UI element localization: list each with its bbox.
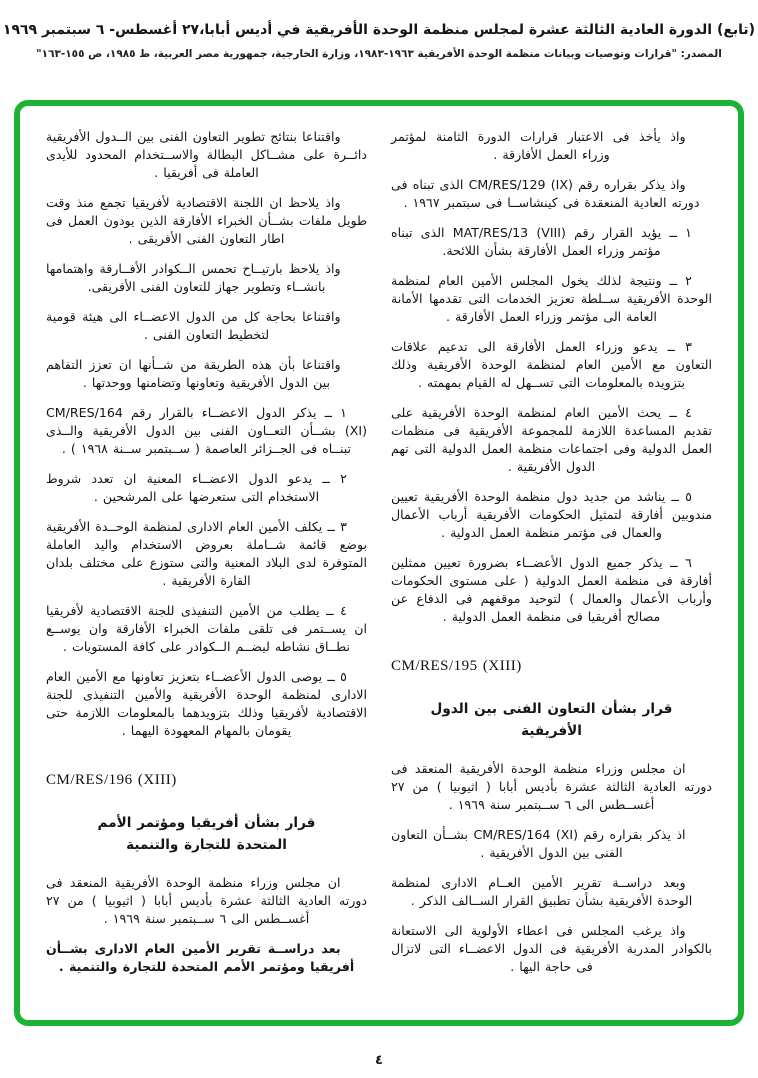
left-col-para-0: واقتناعا بنتائج تطوير التعاون الفنى بين الــدول الأفريقية دائــرة على مشــاكل البطالة والاســتخدام المحدود للأيدى العاملة فى أفريقيا . xyxy=(46,129,367,180)
left-col-item-9: ٥ ــ يوصى الدول الأعضــاء بتعزيز تعاونها مع الأمين العام الادارى لمنظمة الوحدة الأفريقية والأمين التنفيذى للجنة الاقتصادية لأفريقيا وذلك بتزويدهما بالمعلومات اللازمة حتى يقومان بالمهام المعهودة اليهما . xyxy=(46,669,367,738)
right-col-para-1: واذ يذكر بقراره رقم ‎CM/RES/129 (IX)‎ الذى تبناه فى دورته العادية المنعقدة فى كينشاســا فى سبتمبر ١٩٦٧ . xyxy=(391,177,700,210)
left-col-para_bold-13: بعد دراســة تقرير الأمين العام الادارى بشــأن أفريقيا ومؤتمر الأمم المتحدة للتجارة والتنمية . xyxy=(46,940,355,974)
left-col-para-3: واقتناعا بحاجة كل من الدول الاعضــاء الى هيئة قومية لتخطيط التعاون الفنى . xyxy=(46,309,341,342)
right-col-item-6: ٥ ــ يناشد من جديد دول منظمة الوحدة الأفريقية تعيين مندوبين أفارقة لتمثيل الحكومات الأفريقية أرباب الأعمال والعمال فى مؤتمر منظمة العمل الدولية . xyxy=(391,489,712,540)
right-col-para-11: اذ يذكر بقراره رقم ‎CM/RES/164 (XI)‎ بشــأن التعاون الفنى بين الدول الأفريقية . xyxy=(391,826,686,860)
column-right xyxy=(391,128,712,1010)
right-col-para-12: وبعد دراســة تقرير الأمين العــام الادارى لمنظمة الوحدة الأفريقية بشأن تطبيق القرار الســالف الذكر . xyxy=(391,874,693,908)
right-col-item-3: ٢ ــ ونتيجة لذلك يخول المجلس الأمين العام لمنظمة الوحدة الأفريقية ســلطة تعزيز الخدمات التى تقدمها الأمانة العامة الى مؤتمر وزراء العمل الأفارقة . xyxy=(391,273,712,324)
left-col-item-7: ٣ ــ يكلف الأمين العام الادارى لمنظمة الوحــدة الأفريقية بوضع قائمة شــاملة بعروض الاستخدام واليد العاملة المتوفرة لدى البلاد المعنية والتى ستوزع على مختلف بلدان القارة الأفريقية . xyxy=(46,519,367,588)
right-col-para-10: ان مجلس وزراء منظمة الوحدة الأفريقية المنعقد فى دورته العادية الثالثة عشرة بأديس أبابا ( اثيوبيا ) من ٢٧ أغســطس الى ٦ ســبتمبر سنة ١٩٦٩ . xyxy=(391,760,712,812)
left-col-item-5: ١ ــ يذكر الدول الاعضــاء بالقرار رقم ‎CM/RES/164 (XI)‎ بشــأن التعــاون الفنى بين الدول الأفريقية والــذى تبنــاه فى الجــزائر العاصمة ( ســبتمبر ســنة ١٩٦٨ ) . xyxy=(46,405,367,456)
right-col-para-0: واذ يأخذ فى الاعتبار قرارات الدورة الثامنة لمؤتمر وزراء العمل الأفارقة . xyxy=(391,129,686,162)
green-frame xyxy=(14,100,744,1026)
page-footer xyxy=(0,1053,758,1068)
session-title: (تابع) الدورة العادية الثالثة عشرة لمجلس منظمة الوحدة الأفريقية في أديس أبابا،٢٧ أغسطس- ٦ سبتمبر ١٩٦٩ xyxy=(2,22,756,38)
right-col-item-7: ٦ ــ يذكر جميع الدول الأعضــاء بضرورة تعيين ممثلين أفارقة فى منظمة العمل الدولية ( على مستوى الحكومات وأرباب الأعمال والعمال ) لتوحيد موقفهم فى الدفاع عن مصالح أفريقيا فى منظمة العمل الدولية . xyxy=(391,555,712,624)
right-col-heading-9: قرار بشأن التعاون الفنى بين الدول الأفريقية xyxy=(430,701,673,739)
right-col-item-2: ١ ــ يؤيد القرار رقم ‎MAT/RES/13 (VIII)‎ الذى تبناه مؤتمر وزراء العمل الأفارقة بشأن اللائحة. xyxy=(391,225,692,258)
left-col-para-1: واذ يلاحظ ان اللجنة الاقتصادية لأفريقيا تجمع منذ وقت طويل ملفات بشــأن الخبراء الأفارقة الذين يودون العمل فى اطار التعاون الفنى الأفريقى . xyxy=(46,195,367,246)
page-number: ٤ xyxy=(375,1053,383,1068)
left-col-item-8: ٤ ــ يطلب من الأمين التنفيذى للجنة الاقتصادية لأفريقيا ان يســتمر فى تلقى ملفات الخبراء الأفارقة وان يوســع نطــاق نشاطه ليضــم الــكوادر على كافة المستويات . xyxy=(46,603,367,654)
left-col-para-2: واذ يلاحظ بارتيــاح تحمس الــكوادر الأفــارقة واهتمامها بانشــاء وتطوير جهاز للتعاون الفنى الأفريقى. xyxy=(46,261,341,294)
left-col-code-10: CM/RES/196 (XIII) xyxy=(46,772,177,788)
right-col-item-5: ٤ ــ يحث الأمين العام لمنظمة الوحدة الأفريقية على تقديم المساعدة اللازمة للمجموعة الأفريقية فى منظمات العمل الدولية وفى اجتماعات منظمة العمل الدولية التى تهم الدول الأفريقية . xyxy=(391,405,712,474)
left-col-item-6: ٢ ــ يدعو الدول الاعضــاء المعنية ان تعدد شروط الاستخدام التى ستعرضها على المرشحين . xyxy=(46,471,347,504)
right-col-code-8: CM/RES/195 (XIII) xyxy=(391,658,522,674)
left-col-heading-11: قرار بشأن أفريقيا ومؤتمر الأمم المتحدة للتجارة والتنمية xyxy=(97,815,316,853)
left-col-para-4: واقتناعا بأن هذه الطريقة من شــأنها ان تعزز التفاهم بين الدول الأفريقية وتعاونها وتضامنها ووحدتها . xyxy=(46,357,341,390)
right-col-para-13: واذ يرغب المجلس فى اعطاء الأولوية الى الاستعانة بالكوادر المدربة الأفريقية فى الدول الاعضــاء التى لاتزال فى حاجة اليها . xyxy=(391,922,712,974)
page-header xyxy=(0,0,758,60)
right-col-item-4: ٣ ــ يدعو وزراء العمل الأفارقة الى تدعيم علاقات التعاون مع الأمين العام لمنظمة الوحدة الأفريقية وذلك بتزويده بالمعلومات التى تســهل له القيام بمهمته . xyxy=(391,339,712,390)
left-col-para-12: ان مجلس وزراء منظمة الوحدة الأفريقية المنعقد فى دورته العادية الثالثة عشرة بأديس أبابا ( اثيوبيا ) من ٢٧ أغســطس الى ٦ ســبتمبر سنة ١٩٦٩ . xyxy=(46,874,367,926)
source-citation: المصدر: "قرارات وتوصيات وبيانات منظمة الوحدة الأفريقية ١٩٦٣-١٩٨٣، وزارة الخارجية، جمهورية مصر العربية، ط ١٩٨٥، ص ١٥٥-١٦٣" xyxy=(36,48,722,60)
column-left xyxy=(46,128,367,1010)
